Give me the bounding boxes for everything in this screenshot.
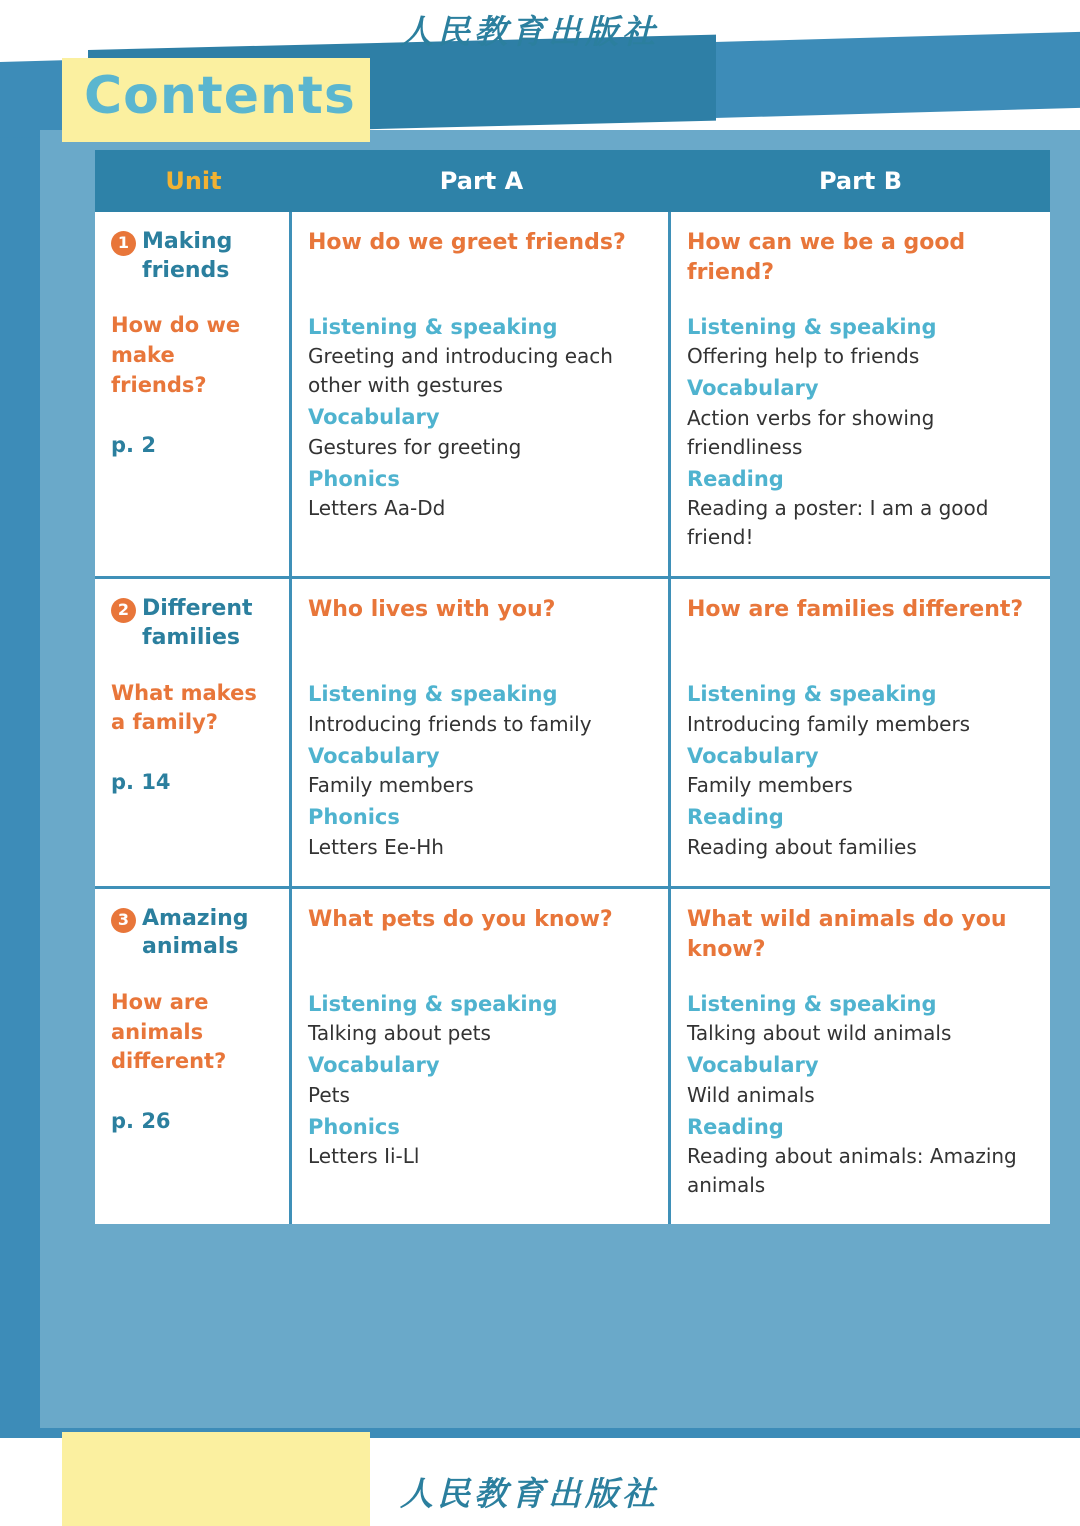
part-a-sections bbox=[308, 989, 652, 1171]
unit-page-number: p. 14 bbox=[111, 770, 171, 795]
part-a-cell[interactable] bbox=[292, 212, 671, 576]
table-row bbox=[95, 212, 1050, 579]
part-b-question: How are families different? bbox=[687, 597, 1024, 623]
section-label: Vocabulary bbox=[687, 376, 819, 401]
section-text: Greeting and introducing each other with gestures bbox=[308, 344, 613, 398]
part-a-question: What pets do you know? bbox=[308, 906, 613, 932]
section-label: Vocabulary bbox=[308, 743, 440, 768]
section-label: Listening & speaking bbox=[308, 315, 558, 339]
unit-title bbox=[111, 595, 273, 652]
section-text: Family members bbox=[687, 773, 853, 798]
section-text: Gestures for greeting bbox=[308, 434, 522, 459]
unit-title bbox=[111, 905, 273, 962]
section-label: Phonics bbox=[308, 1114, 400, 1139]
part-b-cell[interactable] bbox=[671, 212, 1050, 576]
unit-page-number: p. 2 bbox=[111, 432, 156, 457]
unit-question: What makes a family? bbox=[111, 680, 257, 735]
publisher-logo-bottom: 人民教育出版社 bbox=[400, 1477, 659, 1513]
section-label: Reading bbox=[687, 1114, 784, 1139]
section-text: Talking about pets bbox=[308, 1021, 491, 1046]
section-label: Listening & speaking bbox=[687, 682, 937, 707]
part-a-sections bbox=[308, 679, 652, 861]
part-a-question: How do we greet friends? bbox=[308, 230, 626, 255]
section-text: Letters Aa-Dd bbox=[308, 496, 446, 521]
unit-cell[interactable] bbox=[95, 212, 292, 576]
part-a-cell[interactable] bbox=[292, 579, 671, 885]
unit-cell[interactable] bbox=[95, 889, 292, 1224]
part-a-question: Who lives with you? bbox=[308, 597, 556, 623]
decorative-bottom-yellow bbox=[62, 1432, 370, 1526]
unit-question: How do we make friends? bbox=[111, 313, 241, 397]
section-label: Phonics bbox=[308, 466, 400, 491]
section-label: Reading bbox=[687, 805, 784, 830]
unit-name: Amazing animals bbox=[142, 905, 249, 960]
unit-number-badge: 1 bbox=[111, 231, 136, 256]
part-b-cell[interactable] bbox=[671, 579, 1050, 885]
table-row bbox=[95, 889, 1050, 1224]
section-text: Reading a poster: I am a good friend! bbox=[687, 496, 989, 550]
contents-table bbox=[95, 150, 1050, 1224]
section-label: Listening & speaking bbox=[687, 315, 937, 339]
section-text: Family members bbox=[308, 773, 474, 798]
table-row bbox=[95, 579, 1050, 888]
part-b-cell[interactable] bbox=[671, 889, 1050, 1224]
section-text: Letters Ii-Ll bbox=[308, 1143, 420, 1168]
part-a-sections bbox=[308, 312, 652, 523]
column-header-unit: Unit bbox=[165, 167, 222, 195]
unit-number-badge: 3 bbox=[111, 908, 136, 933]
page-title: Contents bbox=[84, 66, 356, 126]
section-label: Vocabulary bbox=[308, 1053, 440, 1078]
section-text: Action verbs for showing friendliness bbox=[687, 405, 935, 459]
section-text: Letters Ee-Hh bbox=[308, 834, 444, 859]
section-label: Reading bbox=[687, 466, 784, 491]
unit-question: How are animals different? bbox=[111, 989, 227, 1074]
part-b-sections bbox=[687, 679, 1034, 861]
section-text: Introducing friends to family bbox=[308, 711, 592, 736]
section-label: Listening & speaking bbox=[687, 991, 937, 1016]
section-label: Listening & speaking bbox=[308, 682, 558, 707]
section-text: Talking about wild animals bbox=[687, 1021, 952, 1046]
section-label: Vocabulary bbox=[687, 743, 819, 768]
section-label: Listening & speaking bbox=[308, 991, 558, 1016]
part-b-sections bbox=[687, 989, 1034, 1200]
unit-name: Making friends bbox=[142, 229, 233, 283]
unit-page-number: p. 26 bbox=[111, 1109, 171, 1134]
section-text: Offering help to friends bbox=[687, 344, 920, 369]
part-b-question: How can we be a good friend? bbox=[687, 230, 966, 286]
unit-cell[interactable] bbox=[95, 579, 292, 885]
publisher-logo-top: 人民教育出版社 bbox=[400, 15, 659, 51]
unit-title bbox=[111, 228, 273, 285]
unit-name: Different families bbox=[142, 596, 253, 650]
unit-number-badge: 2 bbox=[111, 598, 136, 623]
section-text: Pets bbox=[308, 1082, 350, 1107]
part-a-cell[interactable] bbox=[292, 889, 671, 1224]
part-b-sections bbox=[687, 312, 1034, 552]
section-text: Wild animals bbox=[687, 1082, 815, 1107]
table-header-row bbox=[95, 150, 1050, 212]
section-label: Phonics bbox=[308, 805, 400, 830]
column-header-part-b: Part B bbox=[818, 167, 903, 195]
section-text: Reading about families bbox=[687, 834, 917, 859]
section-label: Vocabulary bbox=[308, 405, 440, 430]
section-label: Vocabulary bbox=[687, 1053, 819, 1078]
column-header-part-a: Part A bbox=[439, 167, 524, 195]
section-text: Reading about animals: Amazing animals bbox=[687, 1143, 1017, 1197]
section-text: Introducing family members bbox=[687, 711, 971, 736]
part-b-question: What wild animals do you know? bbox=[687, 906, 1007, 962]
